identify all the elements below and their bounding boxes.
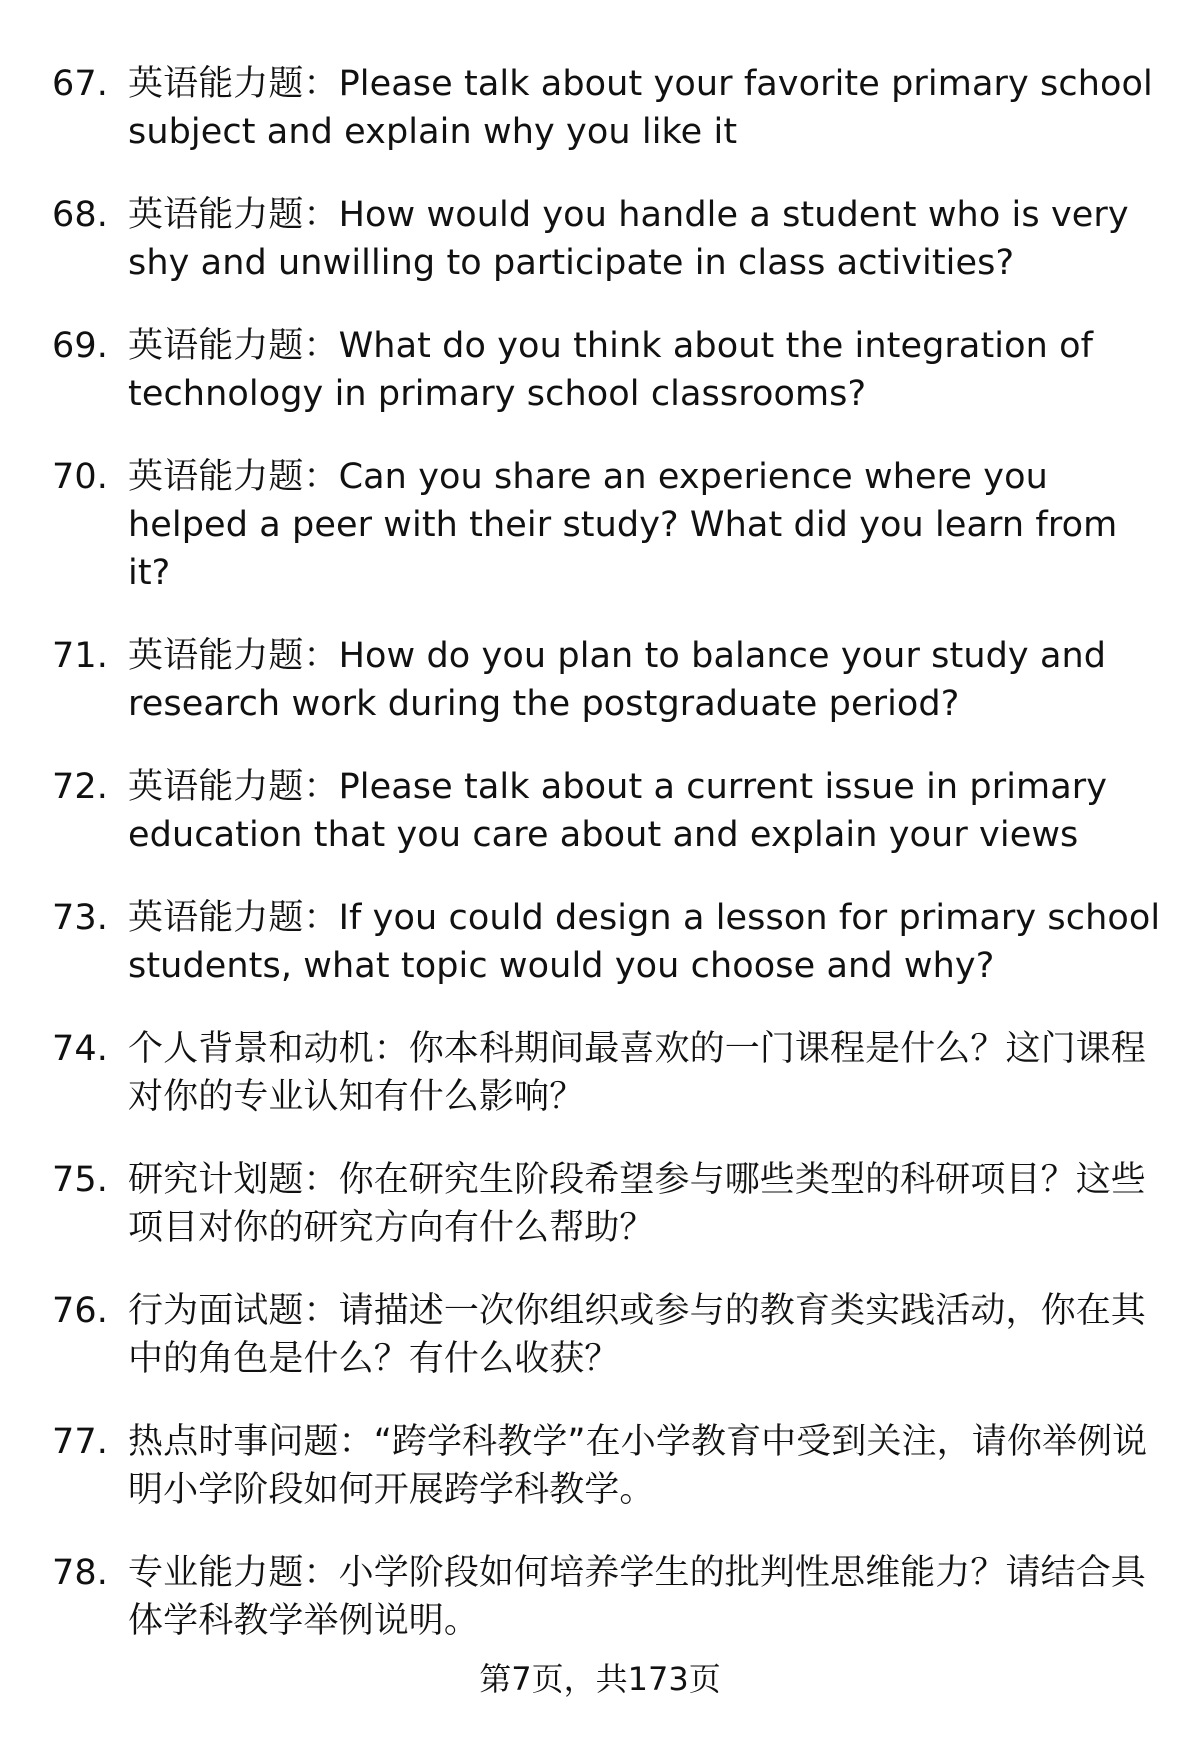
question-item (52, 1287, 1162, 1383)
question-text: 英语能力题：Please talk about your favorite primary school subject and explain why you like it (128, 64, 1153, 152)
question-number: 74. (52, 1029, 108, 1069)
question-number: 77. (52, 1422, 108, 1462)
question-text: 英语能力题：Please talk about a current issue in primary education that you care about and explain your views (128, 767, 1108, 855)
question-number: 76. (52, 1291, 108, 1331)
question-item (52, 1156, 1162, 1252)
question-item (52, 1025, 1162, 1121)
question-text: 行为面试题：请描述一次你组织或参与的教育类实践活动，你在其中的角色是什么？有什么收获？ (128, 1291, 1146, 1379)
question-text: 英语能力题：Can you share an experience where you helped a peer with their study? What did you learn from it? (128, 457, 1118, 593)
question-item (52, 632, 1162, 728)
page-number-footer: 第7页，共173页 (479, 1660, 721, 1698)
question-item (52, 1418, 1162, 1514)
question-number: 78. (52, 1553, 108, 1593)
question-text: 英语能力题：How would you handle a student who is very shy and unwilling to participate in class activities? (128, 195, 1129, 283)
question-item (52, 60, 1162, 156)
question-number: 69. (52, 326, 108, 366)
question-item (52, 894, 1162, 990)
question-text: 英语能力题：What do you think about the integration of technology in primary school classrooms? (128, 326, 1094, 414)
question-item (52, 453, 1162, 597)
question-text: 热点时事问题：“跨学科教学”在小学教育中受到关注，请你举例说明小学阶段如何开展跨学科教学。 (128, 1422, 1148, 1510)
question-text: 专业能力题：小学阶段如何培养学生的批判性思维能力？请结合具体学科教学举例说明。 (128, 1553, 1146, 1641)
question-item (52, 1549, 1162, 1645)
question-text: 研究计划题：你在研究生阶段希望参与哪些类型的科研项目？这些项目对你的研究方向有什么帮助？ (128, 1160, 1146, 1248)
question-item (52, 191, 1162, 287)
question-text: 个人背景和动机：你本科期间最喜欢的一门课程是什么？这门课程对你的专业认知有什么影响？ (128, 1029, 1146, 1117)
question-item (52, 322, 1162, 418)
question-item (52, 763, 1162, 859)
question-number: 73. (52, 898, 108, 938)
question-list (52, 60, 1162, 1680)
question-number: 67. (52, 64, 108, 104)
question-text: 英语能力题：If you could design a lesson for primary school students, what topic would you choose and why? (128, 898, 1161, 986)
question-number: 70. (52, 457, 108, 497)
question-number: 75. (52, 1160, 108, 1200)
question-number: 68. (52, 195, 108, 235)
question-number: 71. (52, 636, 108, 676)
question-text: 英语能力题：How do you plan to balance your study and research work during the postgraduate period? (128, 636, 1107, 724)
question-number: 72. (52, 767, 108, 807)
